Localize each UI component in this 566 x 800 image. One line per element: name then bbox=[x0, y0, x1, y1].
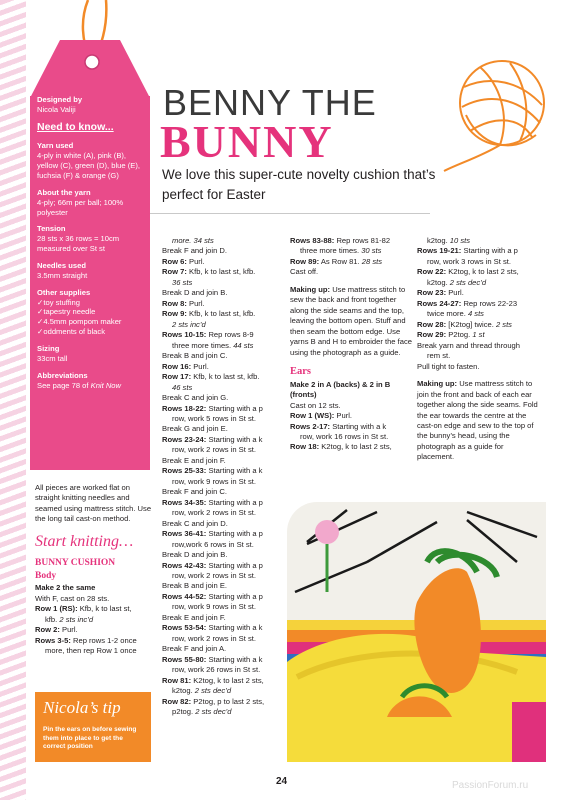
supply-item: ✓ tapestry needle bbox=[37, 307, 149, 317]
title-line-1: BENNY THE bbox=[163, 82, 377, 123]
pattern-row: Rows 2-17: Starting with a k bbox=[290, 421, 387, 431]
page-number: 24 bbox=[276, 776, 288, 787]
pattern-line: twice more. 4 sts bbox=[427, 309, 484, 319]
section-heading: BUNNY CUSHION bbox=[35, 557, 116, 568]
pattern-line: Break C and join G. bbox=[162, 393, 229, 403]
pattern-line: Break E and join F. bbox=[162, 612, 226, 622]
pattern-row: Rows 19-21: Starting with a p bbox=[417, 246, 518, 256]
about-yarn-label: About the yarn bbox=[37, 187, 91, 197]
making-up-text: Making up: Use mattress stitch to sew the back and front together along the side seams and the top, leaving the bottom open. Stuff and then seam the bottom edge. Use yarns B and H to embroider the face using the photograph as a guide. bbox=[290, 284, 412, 357]
column-4 bbox=[417, 236, 542, 463]
pattern-row: Row 6: Purl. bbox=[162, 256, 205, 266]
yarn-ball-illustration bbox=[440, 45, 560, 175]
column-1 bbox=[35, 483, 155, 656]
pattern-row: Rows 25-33: Starting with a k bbox=[162, 466, 263, 476]
needles-label: Needles used bbox=[37, 260, 86, 270]
pattern-line: 2 sts inc’d bbox=[172, 319, 206, 329]
pattern-line: Cast on 12 sts. bbox=[290, 400, 341, 410]
pattern-line: Break B and join E. bbox=[162, 581, 228, 591]
pattern-row-cont: more, then rep Row 1 once bbox=[45, 645, 137, 655]
abbreviations-label: Abbreviations bbox=[37, 370, 88, 380]
pattern-row: Row 9: Kfb, k to last st, kfb. bbox=[162, 309, 256, 319]
tension-value: 28 sts x 36 rows = 10cm measured over St st bbox=[37, 234, 120, 254]
yarn-used-value: 4-ply in white (A), pink (B), yellow (C), green (D), blue (E), fuchsia (F) & orange (G) bbox=[37, 151, 140, 180]
column-2 bbox=[162, 236, 282, 718]
sizing-label: Sizing bbox=[37, 343, 60, 353]
pattern-line: Break G and join E. bbox=[162, 424, 228, 434]
designed-by-label: Designed by bbox=[37, 95, 83, 104]
pattern-row: Row 23: Purl. bbox=[417, 288, 464, 298]
ears-make: Make 2 in A (backs) & 2 in B (fronts) bbox=[290, 379, 391, 400]
pattern-row: Rows 55-80: Starting with a k bbox=[162, 654, 263, 664]
supply-item: ✓ 4.5mm pompom maker bbox=[37, 317, 149, 327]
needles-value: 3.5mm straight bbox=[37, 270, 88, 280]
pattern-row-cont: kfb. 2 sts inc’d bbox=[45, 614, 94, 624]
pattern-row: Rows 24-27: Rep rows 22-23 bbox=[417, 298, 518, 308]
tension-label: Tension bbox=[37, 224, 66, 234]
pattern-row: Row 81: K2tog, k to last 2 sts, bbox=[162, 675, 264, 685]
abbreviations-value: See page 78 of Knit Now bbox=[37, 380, 122, 390]
pattern-line: row, work 3 rows in St st. bbox=[427, 256, 511, 266]
bunny-cushion-photo bbox=[287, 502, 546, 762]
pattern-line: Pull tight to fasten. bbox=[417, 361, 480, 371]
watermark: PassionForum.ru bbox=[452, 780, 529, 791]
intro-text: All pieces are worked flat on straight knitting needles and seamed using mattress stitch. Use the long tail cast-on method. bbox=[35, 483, 152, 524]
standfirst: We love this super-cute novelty cushion that’s perfect for Easter bbox=[162, 167, 436, 202]
column-3 bbox=[290, 236, 415, 453]
pattern-row: Rows 42-43: Starting with a p bbox=[162, 560, 263, 570]
pattern-line: Break F and join D. bbox=[162, 246, 227, 256]
pattern-line: row,work 6 rows in St st. bbox=[172, 539, 254, 549]
other-supplies-label: Other supplies bbox=[37, 287, 91, 297]
title-line-2: BUNNY bbox=[160, 116, 334, 167]
header-rule bbox=[150, 213, 430, 214]
pattern-row: Row 22: K2tog, k to last 2 sts, bbox=[417, 267, 519, 277]
pattern-line: Break D and join B. bbox=[162, 288, 228, 298]
pattern-line: Break C and join D. bbox=[162, 518, 228, 528]
pattern-row: Rows 83-88: Rep rows 81-82 bbox=[290, 236, 391, 245]
pattern-line: 46 sts bbox=[172, 382, 193, 392]
pattern-line: more. 34 sts bbox=[172, 236, 214, 245]
sizing-value: 33cm tall bbox=[37, 353, 68, 363]
yarn-used-label: Yarn used bbox=[37, 141, 74, 151]
pattern-row: Row 1 (WS): Purl. bbox=[290, 411, 353, 421]
tip-text: Pin the ears on before sewing them into place to get the correct position bbox=[43, 726, 137, 751]
supply-item: ✓ oddments of black bbox=[37, 327, 149, 337]
pattern-row: Row 2: Purl. bbox=[35, 625, 78, 635]
pattern-line: rem st. bbox=[427, 351, 451, 361]
ears-heading: Ears bbox=[290, 366, 311, 378]
pattern-row: Row 17: Kfb, k to last st, kfb. bbox=[162, 372, 260, 382]
pattern-line: row, work 26 rows in St st. bbox=[172, 665, 261, 675]
pattern-row: Rows 3-5: Rep rows 1-2 once bbox=[35, 635, 137, 645]
pink-knit-border bbox=[0, 0, 26, 800]
pattern-line: Break E and join F. bbox=[162, 455, 226, 465]
pattern-row: Row 82: P2tog, p to last 2 sts, bbox=[162, 696, 265, 706]
about-yarn-value: 4-ply; 66m per ball; 100% polyester bbox=[37, 197, 124, 217]
pattern-row: Row 89: As Row 81. 28 sts bbox=[290, 256, 383, 266]
pattern-row: Rows 10-15: Rep rows 8-9 bbox=[162, 330, 254, 340]
tag-shape bbox=[30, 40, 150, 98]
pattern-line: Break F and join A. bbox=[162, 644, 227, 654]
pattern-row: Rows 53-54: Starting with a k bbox=[162, 623, 263, 633]
pattern-row: Row 29: P2tog. 1 st bbox=[417, 330, 485, 340]
pattern-row: Rows 23-24: Starting with a k bbox=[162, 434, 263, 444]
supply-item: ✓ toy stuffing bbox=[37, 298, 149, 308]
pattern-row: Row 18: K2tog, k to last 2 sts, bbox=[290, 442, 392, 452]
pattern-line: k2tog. 2 sts dec’d bbox=[427, 277, 487, 287]
pattern-line: Break B and join C. bbox=[162, 351, 228, 361]
pattern-line: row, work 5 rows in St st. bbox=[172, 413, 256, 423]
pattern-line: three more times. 44 sts bbox=[172, 340, 254, 350]
tip-box bbox=[35, 692, 151, 762]
pattern-line: Cast off. bbox=[290, 267, 319, 277]
pattern-line: row, work 9 rows in St st. bbox=[172, 602, 256, 612]
pattern-line: With F, cast on 28 sts. bbox=[35, 593, 110, 603]
pattern-line: row, work 2 rows in St st. bbox=[172, 445, 256, 455]
pattern-line: Break yarn and thread through bbox=[417, 340, 521, 350]
pattern-line: row, work 2 rows in St st. bbox=[172, 508, 256, 518]
pattern-line: Break D and join B. bbox=[162, 550, 228, 560]
pattern-line: p2tog. 2 sts dec’d bbox=[172, 707, 232, 717]
pattern-row: Row 7: Kfb, k to last st, kfb. bbox=[162, 267, 256, 277]
pattern-row: Row 16: Purl. bbox=[162, 361, 209, 371]
need-to-know-panel bbox=[37, 95, 149, 390]
pattern-row-cont: row, work 16 rows in St st. bbox=[300, 431, 389, 441]
pattern-row: Rows 36-41: Starting with a p bbox=[162, 529, 263, 539]
pattern-line: k2tog. 2 sts dec’d bbox=[172, 686, 232, 696]
pattern-line: row, work 2 rows in St st. bbox=[172, 571, 256, 580]
pattern-row: Row 8: Purl. bbox=[162, 298, 205, 308]
pattern-line: row, work 2 rows in St st. bbox=[172, 633, 256, 643]
pattern-line: 36 sts bbox=[172, 277, 193, 287]
start-knitting-heading: Start knitting… bbox=[35, 532, 134, 550]
tip-title: Nicola’s tip bbox=[43, 698, 121, 717]
designer-name: Nicola Valiji bbox=[37, 104, 76, 114]
pattern-row: Rows 44-52: Starting with a p bbox=[162, 591, 263, 601]
spacer bbox=[417, 372, 542, 379]
pattern-row: Making up: Use mattress stitch to join the front and back of each ear together along the side seams. Fold the ear towards the centre at the cast-on edge and sew to the top of the bunny’s head, using the photograph as a guide for placement. bbox=[417, 379, 538, 462]
need-to-know-heading: Need to know... bbox=[37, 120, 114, 133]
pattern-line: Break F and join C. bbox=[162, 487, 227, 497]
pattern-row: Row 28: [K2tog] twice. 2 sts bbox=[417, 319, 512, 329]
pattern-row: Row 1 (RS): Kfb, k to last st, bbox=[35, 604, 132, 614]
pattern-row-cont: three more times. 30 sts bbox=[300, 246, 382, 256]
subsection-heading: Body bbox=[35, 571, 57, 582]
make-instruction: Make 2 the same bbox=[35, 583, 96, 593]
pattern-row: Rows 34-35: Starting with a p bbox=[162, 497, 263, 507]
pattern-line: k2tog. 10 sts bbox=[427, 236, 471, 245]
pattern-line: row, work 9 rows in St st. bbox=[172, 476, 256, 486]
pattern-row: Rows 18-22: Starting with a p bbox=[162, 403, 263, 413]
